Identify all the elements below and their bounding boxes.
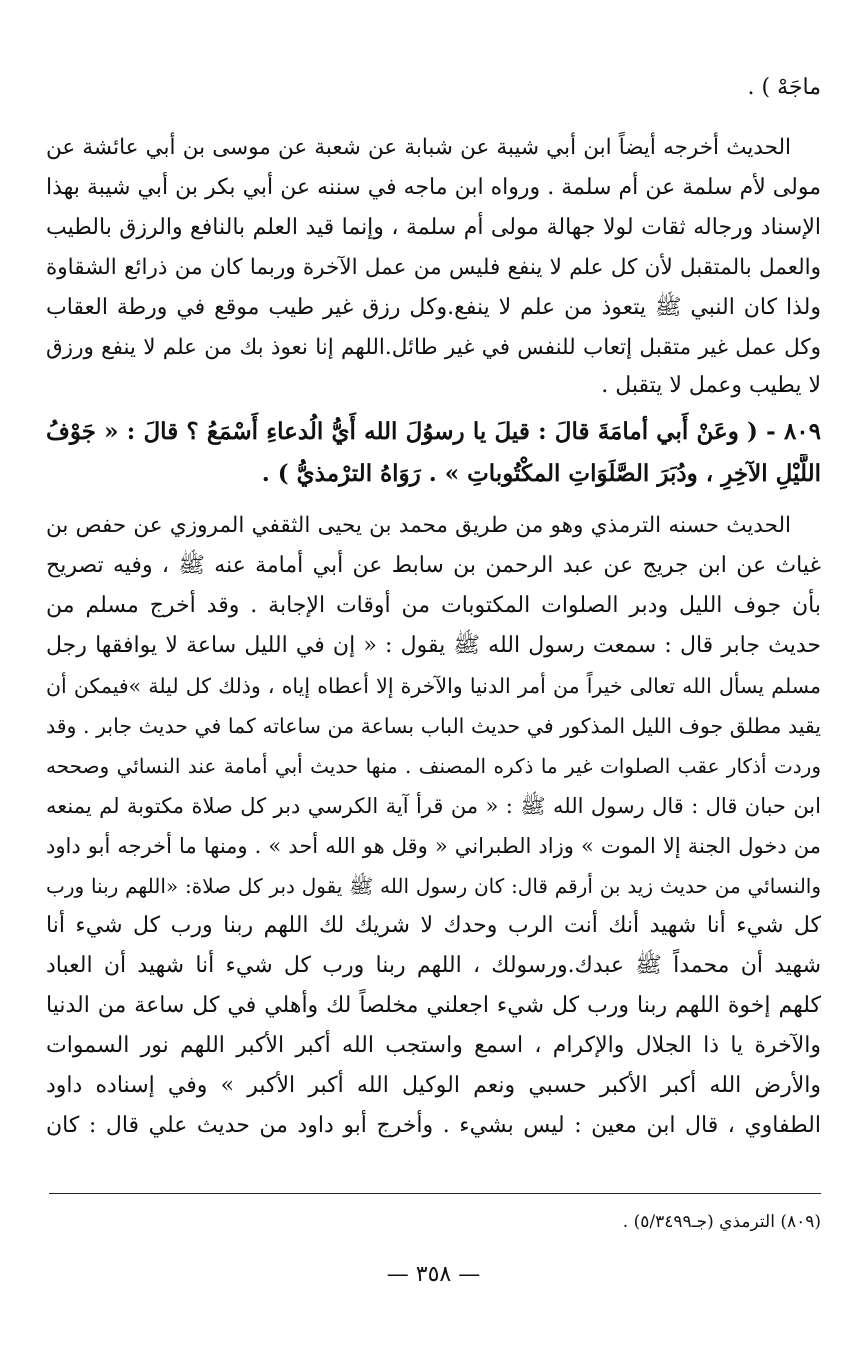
page-number: — ٣٥٨ — xyxy=(386,1262,481,1287)
commentary-line: من دخول الجنة إلا الموت » وزاد الطبراني « وقل هو الله أحد » . ومنها ما أخرجه أبو داود xyxy=(46,834,821,858)
commentary-line: الطفاوي ، قال ابن معين : ليس بشيء . وأخرج أبو داود من حديث علي قال : كان xyxy=(46,1113,821,1138)
commentary-line: الحديث أخرجه أيضاً ابن أبي شيبة عن شبابة عن شعبة عن موسى بن أبي عائشة عن xyxy=(46,135,791,160)
commentary-line: يقيد مطلق جوف الليل المذكور في حديث الباب بساعة من ساعاته كما في حديث جابر . وقد xyxy=(46,714,821,738)
commentary-line: لا يطيب وعمل لا يتقبل . xyxy=(601,373,821,398)
commentary-line: بأن جوف الليل ودبر الصلوات المكتوبات من أوقات الإجابة . وقد أخرج مسلم من xyxy=(46,593,821,618)
commentary-line: والعمل بالمتقبل لأن كل علم لا ينفع فليس من عمل الآخرة وربما كان من ذرائع الشقاوة xyxy=(46,255,821,280)
commentary-line: والنسائي من حديث زيد بن أرقم قال: كان رسول الله ﷺ يقول دبر كل صلاة: «اللهم ربنا ورب xyxy=(46,874,821,898)
hadith-text: ( وعَنْ أَبي أمامَةَ قالَ : قيلَ يا رسوُلَ الله أَيُّ الُدعاءِ أَسْمَعُ ؟ قالَ : « جَوْفُ xyxy=(46,418,758,445)
footnote-divider xyxy=(49,1193,821,1194)
commentary-line: ابن حبان قال : قال رسول الله ﷺ : « من قرأ آية الكرسي دبر كل صلاة مكتوبة لم يمنعه xyxy=(46,794,821,818)
commentary-line: مولى لأم سلمة عن أم سلمة . ورواه ابن ماجه في سننه عن أبي بكر بن أبي شيبة بهذا xyxy=(46,175,821,200)
hadith-number: ٨٠٩ - xyxy=(766,418,821,445)
commentary-line: وكل عمل غير متقبل إتعاب للنفس في غير طائل.اللهم إنا نعوذ بك من علم لا ينفع ورزق xyxy=(46,335,821,360)
commentary-line: والأرض الله أكبر الأكبر حسبي ونعم الوكيل الله أكبر الأكبر » وفي إسناده داود xyxy=(46,1073,821,1098)
footnote: (٨٠٩) الترمذي (جـ٥/٣٤٩٩) . xyxy=(622,1212,821,1232)
commentary-line: شهيد أن محمداً ﷺ عبدك.ورسولك ، اللهم ربنا ورب كل شيء أنا شهيد أن العباد xyxy=(46,953,821,978)
commentary-line: كلهم إخوة اللهم ربنا ورب كل شيء اجعلني مخلصاً لك وأهلي في كل ساعة من الدنيا xyxy=(46,993,821,1018)
commentary-line: كل شيء أنا شهيد أنك أنت الرب وحدك لا شريك لك اللهم ربنا ورب كل شيء أنا xyxy=(46,913,821,938)
commentary-line: والآخرة يا ذا الجلال والإكرام ، اسمع واستجب الله أكبر الأكبر اللهم نور السموات xyxy=(46,1033,821,1058)
commentary-line: الإسناد ورجاله ثقات لولا جهالة مولى أم سلمة ، وإنما قيد العلم بالنافع والرزق بالطيب xyxy=(46,215,821,240)
commentary-line: ولذا كان النبي ﷺ يتعوذ من علم لا ينفع.وكل رزق غير طيب موقع في ورطة العقاب xyxy=(46,295,821,320)
commentary-line: غياث عن ابن جريج عن عبد الرحمن بن سابط عن أبي أمامة عنه ﷺ ، وفيه تصريح xyxy=(46,553,821,578)
commentary-line: حديث جابر قال : سمعت رسول الله ﷺ يقول : « إن في الليل ساعة لا يوافقها رجل xyxy=(46,633,821,658)
commentary-line: وردت أذكار عقب الصلوات غير ما ذكره المصنف . منها حديث أبي أمامة عند النسائي وصححه xyxy=(46,754,821,778)
hadith-line: اللَّيْلِ الآخِرِ ، ودُبَرَ الصَّلَوَاتِ المكْتُوباتِ » . رَوَاهُ الترْمذيُّ ) . xyxy=(261,460,821,487)
hadith-line xyxy=(46,412,821,452)
header-fragment: ماجَهْ ) . xyxy=(747,75,821,100)
commentary-line: مسلم يسأل الله تعالى خيراً من أمر الدنيا والآخرة إلا أعطاه إياه ، وذلك كل ليلة »فيمكن أن xyxy=(46,674,821,698)
commentary-line: الحديث حسنه الترمذي وهو من طريق محمد بن يحيى الثقفي المروزي عن حفص بن xyxy=(46,513,791,538)
